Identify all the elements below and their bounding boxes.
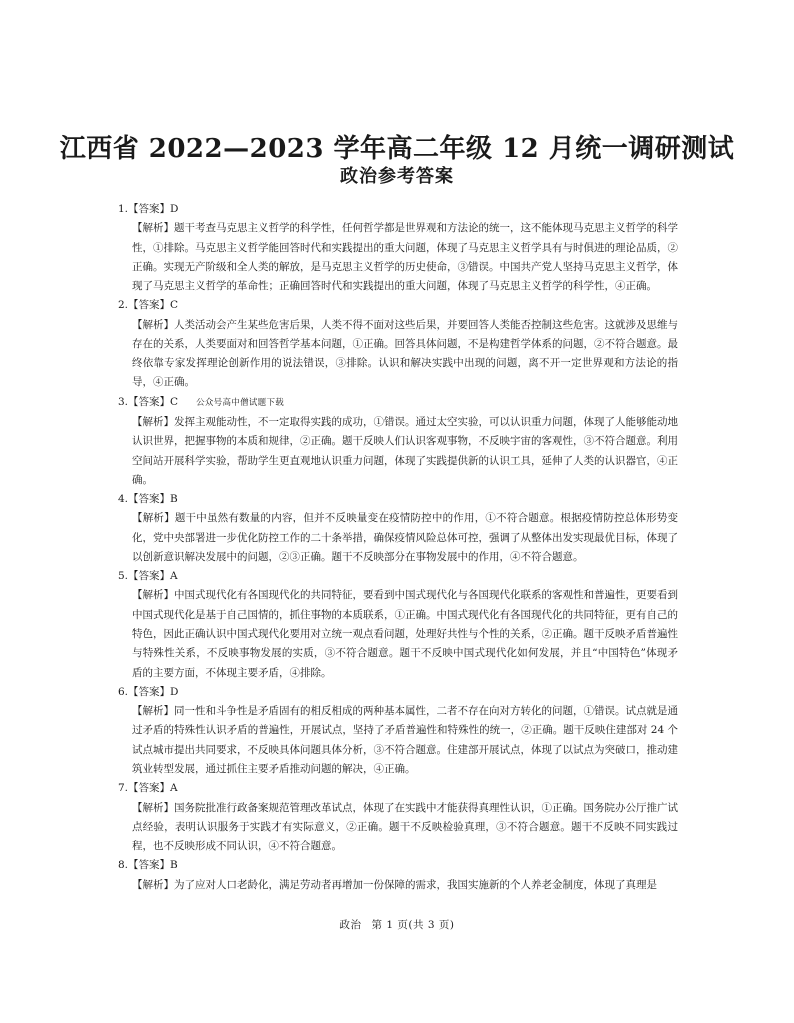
answer-explanation: 【解析】发挥主观能动性，不一定取得实践的成功，①错误。通过太空实验，可以认识重力问题，体现了人能够能动地认识世界，把握事物的本质和规律，②正确。题干反映人们认识客观事物，不反映宇宙的客观性，③不符合题意。利用空间站开展科学实验，帮助学生更直观地认识重力问题，体现了实践提供新的认识工具，延伸了人类的认识器官，④正确。 [132, 415, 678, 486]
answer-label: 2.【答案】C [118, 299, 179, 312]
answer-item-3 [118, 393, 678, 490]
answer-item-8 [118, 856, 678, 895]
answer-item-4 [118, 490, 678, 567]
footer-subject: 政治 [339, 919, 362, 931]
answer-explanation: 【解析】人类活动会产生某些危害后果，人类不得不面对这些后果，并要回答人类能否控制这些危害。这就涉及思维与存在的关系，人类要面对和回答哲学基本问题，①正确。回答具体问题，不是构建哲学体系的问题，②不符合题意。最终依靠专家发挥理论创新作用的说法错误，③排除。认识和解决实践中出现的问题，离不开一定世界观和方法论的指导，④正确。 [132, 318, 678, 389]
answer-label: 4.【答案】B [118, 493, 178, 506]
answer-label: 6.【答案】D [118, 685, 179, 698]
answer-item-5 [118, 567, 678, 683]
answer-item-7 [118, 779, 678, 856]
answer-explanation: 【解析】中国式现代化有各国现代化的共同特征，要看到中国式现代化与各国现代化联系的客观性和普遍性，更要看到中国式现代化是基于自己国情的，抓住事物的本质联系，①正确。中国式现代化有各国现代化的共同特征，更有自己的特色，因此正确认识中国式现代化要用对立统一观点看问题，处理好共性与个性的关系，②正确。题干反映矛盾普遍性与特殊性关系，不反映事物发展的实质，③不符合题意。题干不反映中国式现代化如何发展，并且“中国特色”体现矛盾的主要方面，不体现主要矛盾，④排除。 [132, 589, 678, 679]
answer-explanation: 【解析】为了应对人口老龄化，满足劳动者再增加一份保障的需求，我国实施新的个人养老金制度，体现了真理是 [132, 878, 657, 891]
answer-label: 1.【答案】D [118, 203, 179, 215]
page-footer [0, 917, 794, 932]
answer-label: 5.【答案】A [118, 570, 178, 583]
page-subtitle: 政治参考答案 [340, 166, 454, 187]
footer-page-number: 第 1 页(共 3 页) [371, 919, 455, 931]
answer-label: 7.【答案】A [118, 782, 178, 795]
answer-item-2 [118, 296, 678, 392]
answer-item-1 [118, 200, 678, 296]
answer-explanation: 【解析】题干考查马克思主义哲学的科学性，任何哲学都是世界观和方法论的统一，这不能体现马克思主义哲学的科学性，①排除。马克思主义哲学能回答时代和实践提出的重大问题，体现了马克思主义哲学具有与时俱进的理论品质，②正确。实现无产阶级和全人类的解放，是马克思主义哲学的历史使命，③错误。中国共产党人坚持马克思主义哲学，体现了马克思主义哲学的革命性；正确回答时代和实践提出的重大问题，体现了马克思主义哲学的科学性，④正确。 [132, 222, 678, 293]
answer-label-row [118, 393, 678, 413]
answer-list [118, 200, 678, 895]
answer-explanation: 【解析】同一性和斗争性是矛盾固有的相反相成的两种基本属性，二者不存在向对方转化的问题，①错误。试点就是通过矛盾的特殊性认识矛盾的普遍性，开展试点，坚持了矛盾普遍性和特殊性的统一，②正确。题干反映住建部对 24 个试点城市提出共同要求，不反映具体问题具体分析，③不符合题意。住建部开展试点，体现了以试点为突破口，推动建筑业转型发展，通过抓住主要矛盾推动问题的解决，④正确。 [132, 705, 678, 776]
watermark-note: 公众号高中僧试题下载 [196, 397, 285, 408]
page-title: 江西省 2022—2023 学年高二年级 12 月统一调研测试 [59, 134, 735, 164]
answer-explanation: 【解析】题干中虽然有数量的内容，但并不反映量变在疫情防控中的作用，①不符合题意。根据疫情防控总体形势变化，党中央部署进一步优化防控工作的二十条举措，确保疫情风险总体可控，强调了从整体出发实现最优目标，体现了以创新意识解决发展中的问题，②③正确。题干不反映部分在事物发展中的作用，④不符合题意。 [132, 512, 678, 563]
answer-item-6 [118, 683, 678, 779]
answer-label: 8.【答案】B [118, 859, 178, 872]
answer-explanation: 【解析】国务院批准行政备案规范管理改革试点，体现了在实践中才能获得真理性认识，①正确。国务院办公厅推广试点经验，表明认识服务于实践才有实际意义，②正确。题干不反映检验真理，③不符合题意。题干不反映不同实践过程，也不反映形成不同认识，④不符合题意。 [132, 801, 678, 853]
answer-label: 3.【答案】C [118, 395, 179, 408]
